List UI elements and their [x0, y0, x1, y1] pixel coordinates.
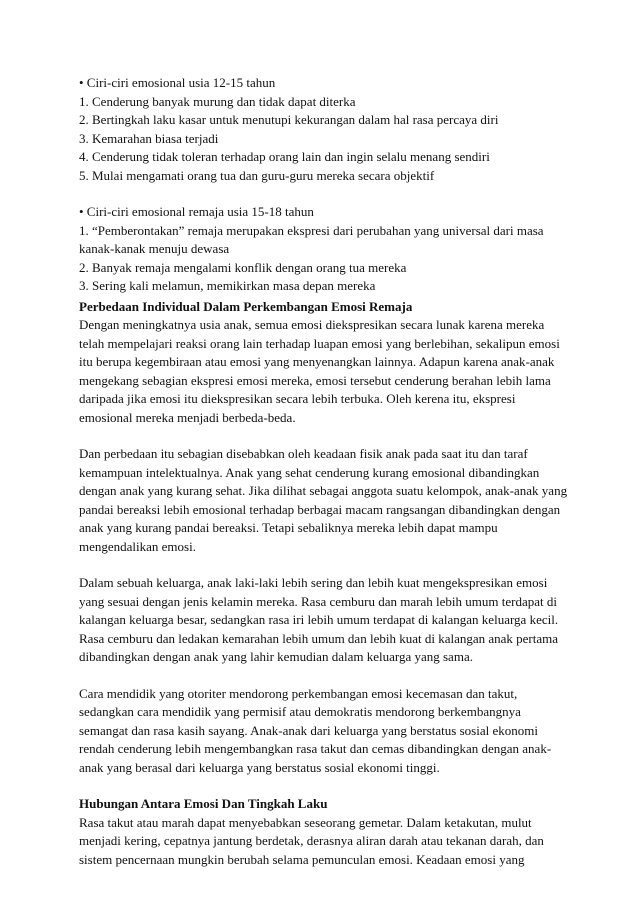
list-item: 3. Sering kali melamun, memikirkan masa depan mereka	[79, 278, 376, 293]
paragraph: Cara mendidik yang otoriter mendorong perkembangan emosi kecemasan dan takut, sedangkan cara mendidik yang permisif atau demokratis mendorong berkembangnya semangat dan rasa kasih sayang. Anak-anak dari keluarga yang berstatus sosial ekonomi rendah cenderung lebih mengembangkan rasa takut dan cemas dibandingkan dengan anak-anak yang berasal dari keluarga yang berstatus sosial ekonomi tinggi.	[79, 685, 552, 775]
list-item: 1. “Pemberontakan” remaja merupakan ekspresi dari perubahan yang universal dari masa kanak-kanak menuju dewasa	[79, 222, 544, 256]
document-body	[79, 74, 569, 869]
list-item: 1. Cenderung banyak murung dan tidak dapat diterka	[79, 93, 356, 109]
spacer	[79, 777, 569, 795]
spacer	[79, 556, 569, 574]
section-individual-differences	[79, 298, 569, 778]
list-item: 2. Bertingkah laku kasar untuk menutupi kekurangan dalam hal rasa percaya diri	[79, 112, 499, 127]
spacer	[79, 667, 569, 685]
list-item: 5. Mulai mengamati orang tua dan guru-guru mereka secara objektif	[79, 167, 435, 183]
list-title: • Ciri-ciri emosional remaja usia 15-18 tahun	[79, 204, 314, 219]
section-emotion-behavior	[79, 795, 569, 869]
paragraph: Dalam sebuah keluarga, anak laki-laki lebih sering dan lebih kuat mengekspresikan emosi yang sesuai dengan jenis kelamin mereka. Rasa cemburu dan marah lebih umum terdapat di kalangan keluarga besar, sedangkan rasa iri lebih umum terdapat di kalangan keluarga kecil. Rasa cemburu dan ledakan kemarahan lebih umum dan lebih kuat di kalangan anak pertama dibandingkan dengan anak yang lahir kemudian dalam keluarga yang sama.	[79, 575, 559, 664]
emotional-traits-15-18-list	[79, 203, 569, 296]
list-item: 4. Cenderung tidak toleran terhadap orang lain dan ingin selalu menang sendiri	[79, 149, 490, 164]
list-title: • Ciri-ciri emosional usia 12-15 tahun	[79, 75, 276, 90]
list-item: 2. Banyak remaja mengalami konflik dengan orang tua mereka	[79, 259, 407, 275]
list-item: 3. Kemarahan biasa terjadi	[79, 130, 219, 146]
section-heading: Perbedaan Individual Dalam Perkembangan Emosi Remaja	[79, 298, 413, 314]
section-heading: Hubungan Antara Emosi Dan Tingkah Laku	[79, 796, 328, 811]
spacer	[79, 185, 569, 203]
paragraph: Dan perbedaan itu sebagian disebabkan oleh keadaan fisik anak pada saat itu dan taraf kemampuan intelektualnya. Anak yang sehat cenderung kurang emosional dibandingkan dengan anak yang kurang sehat. Jika dilihat sebagai anggota suatu kelompok, anak-anak yang pandai bereaksi lebih emosional terhadap berbagai macam rangsangan dibandingkan dengan anak yang kurang pandai bereaksi. Tetapi sebaliknya mereka lebih dapat mampu mengendalikan emosi.	[79, 446, 568, 554]
paragraph: Rasa takut atau marah dapat menyebabkan seseorang gemetar. Dalam ketakutan, mulut menjadi kering, cepatnya jantung berdetak, derasnya aliran darah atau tekanan darah, dan sistem pencernaan mungkin berubah selama pemunculan emosi. Keadaan emosi yang	[79, 814, 544, 867]
spacer	[79, 427, 569, 445]
paragraph: Dengan meningkatnya usia anak, semua emosi diekspresikan secara lunak karena mereka telah mempelajari reaksi orang lain terhadap luapan emosi yang berlebihan, sekalipun emosi itu berupa kegembiraan atau emosi yang menyenangkan lainnya. Adapun karena anak-anak mengekang sebagian ekspresi emosi mereka, emosi tersebut cenderung berahan lebih lama daripada jika emosi itu diekspresikan secara lebih terbuka. Oleh kerena itu, ekspresi emosional mereka menjadi berbeda-beda.	[79, 317, 560, 425]
emotional-traits-12-15-list	[79, 74, 569, 185]
